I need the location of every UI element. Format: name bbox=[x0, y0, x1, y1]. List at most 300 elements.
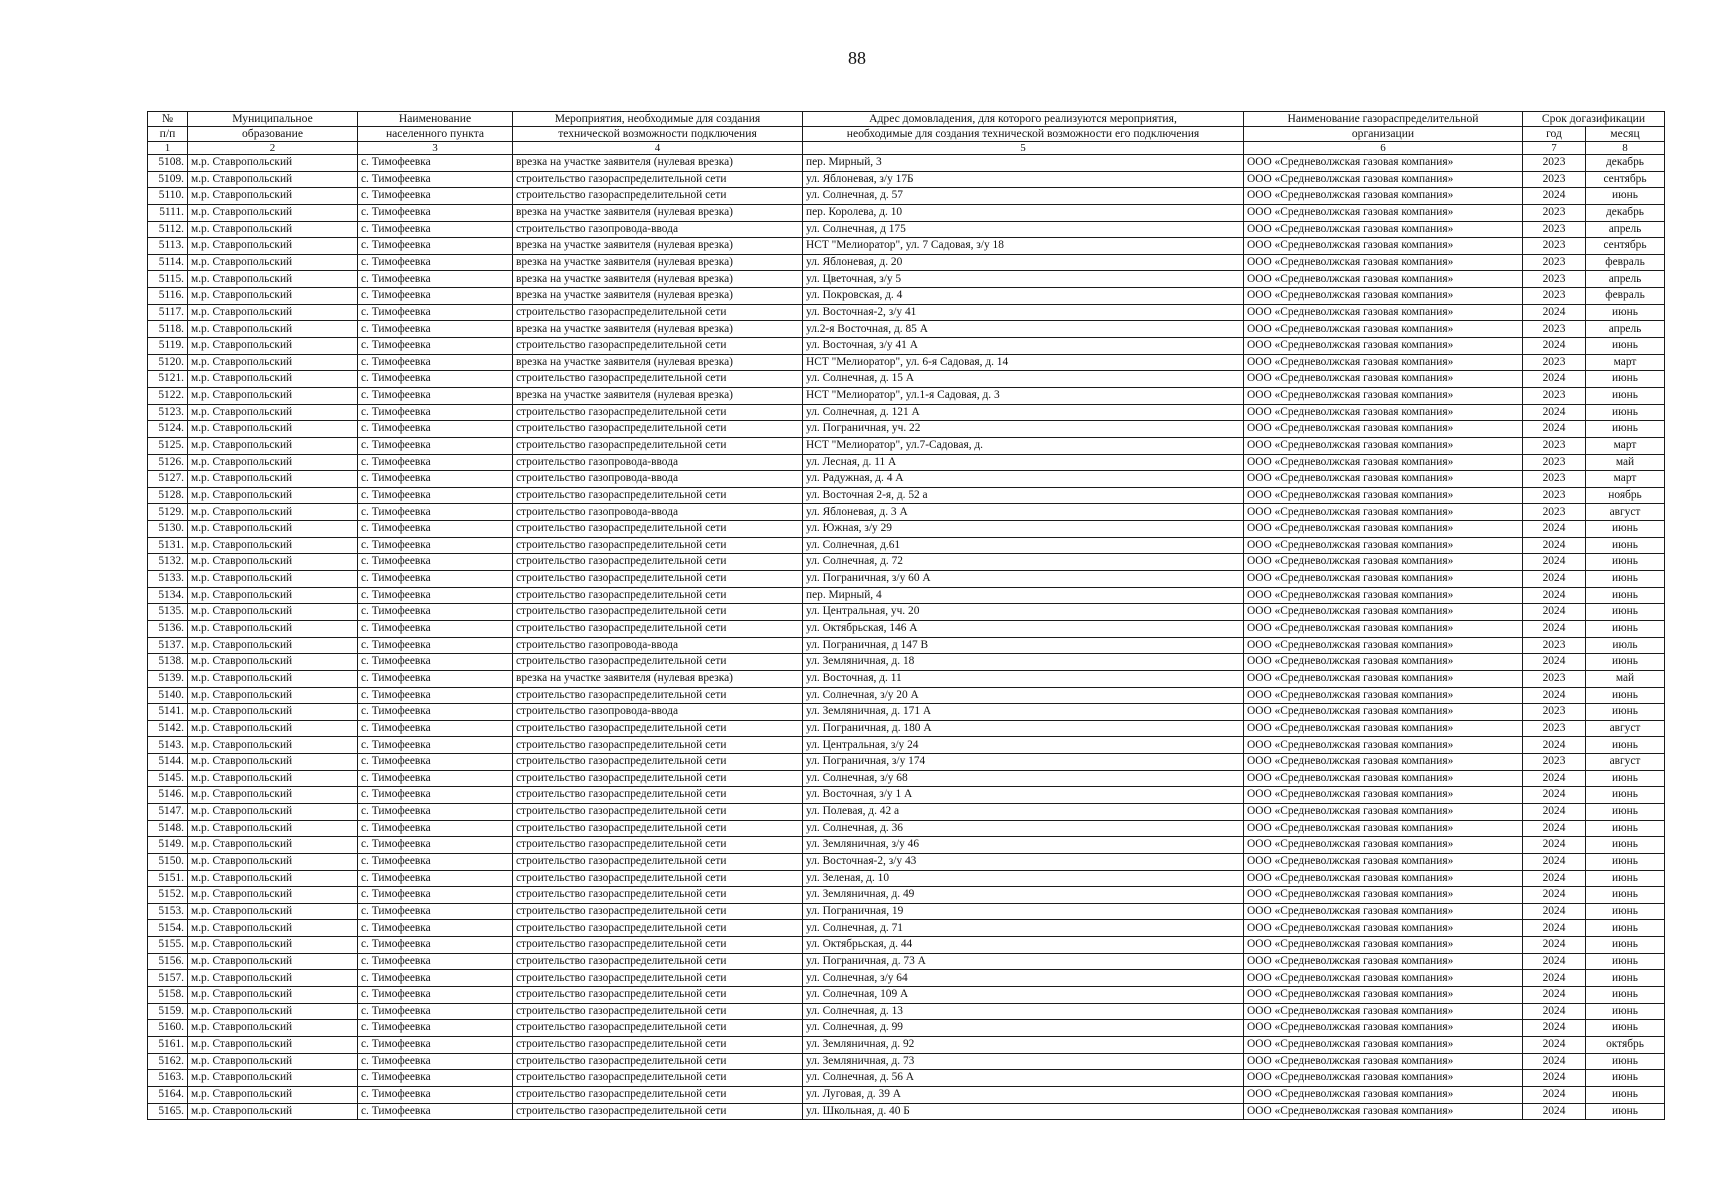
measure-cell: строительство газораспределительной сети bbox=[513, 404, 803, 421]
address-cell: ул. Восточная-2, з/у 41 bbox=[803, 304, 1244, 321]
municipality-cell: м.р. Ставропольский bbox=[188, 321, 358, 338]
address-cell: НСТ "Мелиоратор", ул. 7 Садовая, з/у 18 bbox=[803, 238, 1244, 255]
year-cell: 2024 bbox=[1523, 787, 1586, 804]
year-cell: 2023 bbox=[1523, 387, 1586, 404]
year-cell: 2024 bbox=[1523, 338, 1586, 355]
measure-cell: строительство газораспределительной сети bbox=[513, 837, 803, 854]
month-cell: июнь bbox=[1586, 188, 1665, 205]
row-number: 5119. bbox=[148, 338, 188, 355]
municipality-cell: м.р. Ставропольский bbox=[188, 587, 358, 604]
table-row bbox=[148, 903, 1665, 920]
measure-cell: строительство газораспределительной сети bbox=[513, 687, 803, 704]
address-cell: пер. Мирный, 3 bbox=[803, 155, 1244, 172]
header-measures-2: технической возможности подключения bbox=[513, 127, 803, 142]
table-row bbox=[148, 1053, 1665, 1070]
month-cell: сентябрь bbox=[1586, 238, 1665, 255]
measure-cell: строительство газораспределительной сети bbox=[513, 338, 803, 355]
row-number: 5117. bbox=[148, 304, 188, 321]
table-row bbox=[148, 487, 1665, 504]
municipality-cell: м.р. Ставропольский bbox=[188, 437, 358, 454]
municipality-cell: м.р. Ставропольский bbox=[188, 454, 358, 471]
year-cell: 2024 bbox=[1523, 1020, 1586, 1037]
month-cell: август bbox=[1586, 504, 1665, 521]
municipality-cell: м.р. Ставропольский bbox=[188, 238, 358, 255]
month-cell: июнь bbox=[1586, 903, 1665, 920]
header-organization: Наименование газораспределительной bbox=[1244, 112, 1523, 127]
row-number: 5137. bbox=[148, 637, 188, 654]
row-number: 5129. bbox=[148, 504, 188, 521]
organization-cell: ООО «Средневолжская газовая компания» bbox=[1244, 171, 1523, 188]
gasification-table bbox=[147, 111, 1665, 1120]
measure-cell: строительство газораспределительной сети bbox=[513, 188, 803, 205]
settlement-cell: с. Тимофеевка bbox=[358, 887, 513, 904]
header-municipality-2: образование bbox=[188, 127, 358, 142]
table-row bbox=[148, 737, 1665, 754]
address-cell: ул. Центральная, уч. 20 bbox=[803, 604, 1244, 621]
row-number: 5157. bbox=[148, 970, 188, 987]
month-cell: июнь bbox=[1586, 987, 1665, 1004]
month-cell: июнь bbox=[1586, 820, 1665, 837]
row-number: 5148. bbox=[148, 820, 188, 837]
settlement-cell: с. Тимофеевка bbox=[358, 1036, 513, 1053]
row-number: 5141. bbox=[148, 704, 188, 721]
month-cell: июнь bbox=[1586, 737, 1665, 754]
year-cell: 2024 bbox=[1523, 1053, 1586, 1070]
measure-cell: строительство газораспределительной сети bbox=[513, 820, 803, 837]
row-number: 5138. bbox=[148, 654, 188, 671]
month-cell: июнь bbox=[1586, 604, 1665, 621]
organization-cell: ООО «Средневолжская газовая компания» bbox=[1244, 554, 1523, 571]
year-cell: 2024 bbox=[1523, 687, 1586, 704]
organization-cell: ООО «Средневолжская газовая компания» bbox=[1244, 637, 1523, 654]
settlement-cell: с. Тимофеевка bbox=[358, 504, 513, 521]
municipality-cell: м.р. Ставропольский bbox=[188, 637, 358, 654]
page-number: 88 bbox=[848, 48, 866, 68]
organization-cell: ООО «Средневолжская газовая компания» bbox=[1244, 537, 1523, 554]
row-number: 5145. bbox=[148, 770, 188, 787]
address-cell: пер. Королева, д. 10 bbox=[803, 204, 1244, 221]
settlement-cell: с. Тимофеевка bbox=[358, 720, 513, 737]
settlement-cell: с. Тимофеевка bbox=[358, 937, 513, 954]
year-cell: 2024 bbox=[1523, 770, 1586, 787]
table-row bbox=[148, 687, 1665, 704]
address-cell: ул.2-я Восточная, д. 85 А bbox=[803, 321, 1244, 338]
measure-cell: строительство газораспределительной сети bbox=[513, 1086, 803, 1103]
header-number-2: п/п bbox=[148, 127, 188, 142]
address-cell: ул. Солнечная, д 175 bbox=[803, 221, 1244, 238]
table-row bbox=[148, 1103, 1665, 1120]
municipality-cell: м.р. Ставропольский bbox=[188, 338, 358, 355]
address-cell: ул. Пограничная, д. 180 А bbox=[803, 720, 1244, 737]
organization-cell: ООО «Средневолжская газовая компания» bbox=[1244, 371, 1523, 388]
month-cell: октябрь bbox=[1586, 1036, 1665, 1053]
municipality-cell: м.р. Ставропольский bbox=[188, 820, 358, 837]
row-number: 5161. bbox=[148, 1036, 188, 1053]
measure-cell: строительство газопровода-ввода bbox=[513, 637, 803, 654]
row-number: 5147. bbox=[148, 803, 188, 820]
measure-cell: строительство газораспределительной сети bbox=[513, 1036, 803, 1053]
month-cell: июнь bbox=[1586, 1003, 1665, 1020]
municipality-cell: м.р. Ставропольский bbox=[188, 421, 358, 438]
table-row bbox=[148, 238, 1665, 255]
month-cell: июнь bbox=[1586, 803, 1665, 820]
table-row bbox=[148, 504, 1665, 521]
settlement-cell: с. Тимофеевка bbox=[358, 471, 513, 488]
settlement-cell: с. Тимофеевка bbox=[358, 304, 513, 321]
organization-cell: ООО «Средневолжская газовая компания» bbox=[1244, 720, 1523, 737]
municipality-cell: м.р. Ставропольский bbox=[188, 387, 358, 404]
organization-cell: ООО «Средневолжская газовая компания» bbox=[1244, 288, 1523, 305]
address-cell: ул. Яблоневая, д. 20 bbox=[803, 254, 1244, 271]
address-cell: ул. Солнечная, д. 56 А bbox=[803, 1070, 1244, 1087]
address-cell: ул. Луговая, д. 39 А bbox=[803, 1086, 1244, 1103]
month-cell: июнь bbox=[1586, 338, 1665, 355]
month-cell: август bbox=[1586, 754, 1665, 771]
header-number: № bbox=[148, 112, 188, 127]
organization-cell: ООО «Средневолжская газовая компания» bbox=[1244, 903, 1523, 920]
settlement-cell: с. Тимофеевка bbox=[358, 188, 513, 205]
settlement-cell: с. Тимофеевка bbox=[358, 171, 513, 188]
organization-cell: ООО «Средневолжская газовая компания» bbox=[1244, 587, 1523, 604]
month-cell: март bbox=[1586, 354, 1665, 371]
month-cell: июнь bbox=[1586, 770, 1665, 787]
month-cell: июнь bbox=[1586, 1053, 1665, 1070]
municipality-cell: м.р. Ставропольский bbox=[188, 1036, 358, 1053]
address-cell: ул. Земляничная, з/у 46 bbox=[803, 837, 1244, 854]
measure-cell: врезка на участке заявителя (нулевая врезка) bbox=[513, 204, 803, 221]
measure-cell: строительство газораспределительной сети bbox=[513, 171, 803, 188]
column-index: 7 bbox=[1523, 142, 1586, 155]
address-cell: ул. Солнечная, д. 121 А bbox=[803, 404, 1244, 421]
table-row bbox=[148, 454, 1665, 471]
municipality-cell: м.р. Ставропольский bbox=[188, 1020, 358, 1037]
table-row bbox=[148, 937, 1665, 954]
table-row bbox=[148, 1036, 1665, 1053]
settlement-cell: с. Тимофеевка bbox=[358, 670, 513, 687]
municipality-cell: м.р. Ставропольский bbox=[188, 1103, 358, 1120]
table-row bbox=[148, 970, 1665, 987]
row-number: 5128. bbox=[148, 487, 188, 504]
month-cell: июнь bbox=[1586, 1103, 1665, 1120]
month-cell: март bbox=[1586, 437, 1665, 454]
settlement-cell: с. Тимофеевка bbox=[358, 654, 513, 671]
row-number: 5123. bbox=[148, 404, 188, 421]
organization-cell: ООО «Средневолжская газовая компания» bbox=[1244, 704, 1523, 721]
month-cell: июнь bbox=[1586, 704, 1665, 721]
organization-cell: ООО «Средневолжская газовая компания» bbox=[1244, 204, 1523, 221]
month-cell: август bbox=[1586, 720, 1665, 737]
measure-cell: строительство газораспределительной сети bbox=[513, 870, 803, 887]
address-cell: ул. Солнечная, д.61 bbox=[803, 537, 1244, 554]
year-cell: 2023 bbox=[1523, 670, 1586, 687]
settlement-cell: с. Тимофеевка bbox=[358, 221, 513, 238]
month-cell: июнь bbox=[1586, 937, 1665, 954]
month-cell: июнь bbox=[1586, 620, 1665, 637]
organization-cell: ООО «Средневолжская газовая компания» bbox=[1244, 437, 1523, 454]
measure-cell: строительство газораспределительной сети bbox=[513, 920, 803, 937]
settlement-cell: с. Тимофеевка bbox=[358, 1103, 513, 1120]
table-row bbox=[148, 371, 1665, 388]
month-cell: июль bbox=[1586, 637, 1665, 654]
municipality-cell: м.р. Ставропольский bbox=[188, 571, 358, 588]
address-cell: ул. Восточная-2, з/у 43 bbox=[803, 853, 1244, 870]
address-cell: НСТ "Мелиоратор", ул.1-я Садовая, д. 3 bbox=[803, 387, 1244, 404]
measure-cell: строительство газораспределительной сети bbox=[513, 953, 803, 970]
address-cell: ул. Восточная, д. 11 bbox=[803, 670, 1244, 687]
address-cell: ул. Школьная, д. 40 Б bbox=[803, 1103, 1244, 1120]
municipality-cell: м.р. Ставропольский bbox=[188, 604, 358, 621]
table-row bbox=[148, 1020, 1665, 1037]
month-cell: июнь bbox=[1586, 404, 1665, 421]
measure-cell: строительство газораспределительной сети bbox=[513, 737, 803, 754]
year-cell: 2024 bbox=[1523, 1003, 1586, 1020]
header-organization-2: организации bbox=[1244, 127, 1523, 142]
address-cell: ул. Солнечная, д. 15 А bbox=[803, 371, 1244, 388]
organization-cell: ООО «Средневолжская газовая компания» bbox=[1244, 454, 1523, 471]
row-number: 5165. bbox=[148, 1103, 188, 1120]
month-cell: июнь bbox=[1586, 537, 1665, 554]
table-row bbox=[148, 571, 1665, 588]
organization-cell: ООО «Средневолжская газовая компания» bbox=[1244, 421, 1523, 438]
column-index: 8 bbox=[1586, 142, 1665, 155]
address-cell: ул. Солнечная, д. 36 bbox=[803, 820, 1244, 837]
year-cell: 2024 bbox=[1523, 920, 1586, 937]
measure-cell: строительство газораспределительной сети bbox=[513, 720, 803, 737]
settlement-cell: с. Тимофеевка bbox=[358, 554, 513, 571]
address-cell: ул. Земляничная, д. 73 bbox=[803, 1053, 1244, 1070]
address-cell: ул. Яблоневая, з/у 17Б bbox=[803, 171, 1244, 188]
year-cell: 2024 bbox=[1523, 554, 1586, 571]
row-number: 5108. bbox=[148, 155, 188, 172]
municipality-cell: м.р. Ставропольский bbox=[188, 953, 358, 970]
table-row bbox=[148, 837, 1665, 854]
measure-cell: строительство газораспределительной сети bbox=[513, 304, 803, 321]
row-number: 5116. bbox=[148, 288, 188, 305]
settlement-cell: с. Тимофеевка bbox=[358, 338, 513, 355]
address-cell: ул. Пограничная, уч. 22 bbox=[803, 421, 1244, 438]
municipality-cell: м.р. Ставропольский bbox=[188, 937, 358, 954]
month-cell: сентябрь bbox=[1586, 171, 1665, 188]
month-cell: июнь bbox=[1586, 1020, 1665, 1037]
table-row bbox=[148, 221, 1665, 238]
address-cell: ул. Октябрьская, д. 44 bbox=[803, 937, 1244, 954]
organization-cell: ООО «Средневолжская газовая компания» bbox=[1244, 238, 1523, 255]
table-row bbox=[148, 870, 1665, 887]
year-cell: 2023 bbox=[1523, 637, 1586, 654]
address-cell: ул. Восточная, з/у 41 А bbox=[803, 338, 1244, 355]
month-cell: июнь bbox=[1586, 920, 1665, 937]
organization-cell: ООО «Средневолжская газовая компания» bbox=[1244, 487, 1523, 504]
organization-cell: ООО «Средневолжская газовая компания» bbox=[1244, 654, 1523, 671]
municipality-cell: м.р. Ставропольский bbox=[188, 171, 358, 188]
table-row bbox=[148, 1003, 1665, 1020]
table-row bbox=[148, 304, 1665, 321]
settlement-cell: с. Тимофеевка bbox=[358, 820, 513, 837]
municipality-cell: м.р. Ставропольский bbox=[188, 803, 358, 820]
row-number: 5154. bbox=[148, 920, 188, 937]
table-row bbox=[148, 1070, 1665, 1087]
row-number: 5160. bbox=[148, 1020, 188, 1037]
year-cell: 2024 bbox=[1523, 1036, 1586, 1053]
year-cell: 2023 bbox=[1523, 171, 1586, 188]
month-cell: июнь bbox=[1586, 1086, 1665, 1103]
address-cell: ул. Пограничная, д. 73 А bbox=[803, 953, 1244, 970]
address-cell: ул. Солнечная, з/у 64 bbox=[803, 970, 1244, 987]
municipality-cell: м.р. Ставропольский bbox=[188, 670, 358, 687]
organization-cell: ООО «Средневолжская газовая компания» bbox=[1244, 521, 1523, 538]
measure-cell: строительство газораспределительной сети bbox=[513, 421, 803, 438]
measure-cell: строительство газораспределительной сети bbox=[513, 587, 803, 604]
month-cell: июнь bbox=[1586, 887, 1665, 904]
table-row bbox=[148, 321, 1665, 338]
address-cell: ул. Яблоневая, д. 3 А bbox=[803, 504, 1244, 521]
settlement-cell: с. Тимофеевка bbox=[358, 204, 513, 221]
year-cell: 2024 bbox=[1523, 887, 1586, 904]
settlement-cell: с. Тимофеевка bbox=[358, 1003, 513, 1020]
year-cell: 2024 bbox=[1523, 571, 1586, 588]
settlement-cell: с. Тимофеевка bbox=[358, 620, 513, 637]
table-row bbox=[148, 754, 1665, 771]
address-cell: ул. Пограничная, 19 bbox=[803, 903, 1244, 920]
municipality-cell: м.р. Ставропольский bbox=[188, 155, 358, 172]
row-number: 5143. bbox=[148, 737, 188, 754]
measure-cell: врезка на участке заявителя (нулевая врезка) bbox=[513, 670, 803, 687]
measure-cell: строительство газораспределительной сети bbox=[513, 604, 803, 621]
organization-cell: ООО «Средневолжская газовая компания» bbox=[1244, 687, 1523, 704]
municipality-cell: м.р. Ставропольский bbox=[188, 204, 358, 221]
row-number: 5159. bbox=[148, 1003, 188, 1020]
organization-cell: ООО «Средневолжская газовая компания» bbox=[1244, 471, 1523, 488]
month-cell: июнь bbox=[1586, 870, 1665, 887]
organization-cell: ООО «Средневолжская газовая компания» bbox=[1244, 604, 1523, 621]
row-number: 5112. bbox=[148, 221, 188, 238]
table-row bbox=[148, 620, 1665, 637]
settlement-cell: с. Тимофеевка bbox=[358, 587, 513, 604]
municipality-cell: м.р. Ставропольский bbox=[188, 288, 358, 305]
row-number: 5139. bbox=[148, 670, 188, 687]
settlement-cell: с. Тимофеевка bbox=[358, 521, 513, 538]
settlement-cell: с. Тимофеевка bbox=[358, 987, 513, 1004]
month-cell: июнь bbox=[1586, 687, 1665, 704]
year-cell: 2023 bbox=[1523, 437, 1586, 454]
measure-cell: строительство газопровода-ввода bbox=[513, 504, 803, 521]
month-cell: апрель bbox=[1586, 271, 1665, 288]
organization-cell: ООО «Средневолжская газовая компания» bbox=[1244, 620, 1523, 637]
municipality-cell: м.р. Ставропольский bbox=[188, 720, 358, 737]
row-number: 5126. bbox=[148, 454, 188, 471]
measure-cell: врезка на участке заявителя (нулевая врезка) bbox=[513, 155, 803, 172]
settlement-cell: с. Тимофеевка bbox=[358, 770, 513, 787]
municipality-cell: м.р. Ставропольский bbox=[188, 853, 358, 870]
year-cell: 2023 bbox=[1523, 204, 1586, 221]
row-number: 5163. bbox=[148, 1070, 188, 1087]
address-cell: ул. Полевая, д. 42 а bbox=[803, 803, 1244, 820]
row-number: 5118. bbox=[148, 321, 188, 338]
settlement-cell: с. Тимофеевка bbox=[358, 1086, 513, 1103]
municipality-cell: м.р. Ставропольский bbox=[188, 837, 358, 854]
month-cell: апрель bbox=[1586, 321, 1665, 338]
month-cell: июнь bbox=[1586, 787, 1665, 804]
address-cell: ул. Земляничная, д. 49 bbox=[803, 887, 1244, 904]
table-row bbox=[148, 887, 1665, 904]
address-cell: ул. Восточная, з/у 1 А bbox=[803, 787, 1244, 804]
table-row bbox=[148, 155, 1665, 172]
row-number: 5111. bbox=[148, 204, 188, 221]
year-cell: 2024 bbox=[1523, 521, 1586, 538]
year-cell: 2024 bbox=[1523, 853, 1586, 870]
table-row bbox=[148, 787, 1665, 804]
organization-cell: ООО «Средневолжская газовая компания» bbox=[1244, 1003, 1523, 1020]
settlement-cell: с. Тимофеевка bbox=[358, 371, 513, 388]
year-cell: 2023 bbox=[1523, 354, 1586, 371]
column-index-row bbox=[148, 142, 1665, 155]
address-cell: ул. Октябрьская, 146 А bbox=[803, 620, 1244, 637]
table-row bbox=[148, 437, 1665, 454]
measure-cell: строительство газораспределительной сети bbox=[513, 1020, 803, 1037]
month-cell: июнь bbox=[1586, 953, 1665, 970]
organization-cell: ООО «Средневолжская газовая компания» bbox=[1244, 188, 1523, 205]
organization-cell: ООО «Средневолжская газовая компания» bbox=[1244, 887, 1523, 904]
row-number: 5164. bbox=[148, 1086, 188, 1103]
settlement-cell: с. Тимофеевка bbox=[358, 787, 513, 804]
table-body bbox=[148, 155, 1665, 1120]
row-number: 5156. bbox=[148, 953, 188, 970]
year-cell: 2024 bbox=[1523, 970, 1586, 987]
row-number: 5144. bbox=[148, 754, 188, 771]
measure-cell: строительство газораспределительной сети bbox=[513, 887, 803, 904]
measure-cell: строительство газораспределительной сети bbox=[513, 1070, 803, 1087]
header-deadline: Срок догазификации bbox=[1523, 112, 1665, 127]
measure-cell: строительство газораспределительной сети bbox=[513, 987, 803, 1004]
year-cell: 2023 bbox=[1523, 471, 1586, 488]
measure-cell: строительство газораспределительной сети bbox=[513, 1053, 803, 1070]
organization-cell: ООО «Средневолжская газовая компания» bbox=[1244, 853, 1523, 870]
row-number: 5120. bbox=[148, 354, 188, 371]
measure-cell: строительство газораспределительной сети bbox=[513, 554, 803, 571]
settlement-cell: с. Тимофеевка bbox=[358, 288, 513, 305]
municipality-cell: м.р. Ставропольский bbox=[188, 521, 358, 538]
year-cell: 2023 bbox=[1523, 321, 1586, 338]
measure-cell: врезка на участке заявителя (нулевая врезка) bbox=[513, 271, 803, 288]
row-number: 5124. bbox=[148, 421, 188, 438]
organization-cell: ООО «Средневолжская газовая компания» bbox=[1244, 837, 1523, 854]
settlement-cell: с. Тимофеевка bbox=[358, 953, 513, 970]
settlement-cell: с. Тимофеевка bbox=[358, 870, 513, 887]
year-cell: 2024 bbox=[1523, 1086, 1586, 1103]
row-number: 5149. bbox=[148, 837, 188, 854]
month-cell: июнь bbox=[1586, 371, 1665, 388]
table-row bbox=[148, 204, 1665, 221]
row-number: 5135. bbox=[148, 604, 188, 621]
address-cell: ул. Цветочная, з/у 5 bbox=[803, 271, 1244, 288]
year-cell: 2023 bbox=[1523, 155, 1586, 172]
year-cell: 2023 bbox=[1523, 454, 1586, 471]
organization-cell: ООО «Средневолжская газовая компания» bbox=[1244, 953, 1523, 970]
year-cell: 2024 bbox=[1523, 837, 1586, 854]
organization-cell: ООО «Средневолжская газовая компания» bbox=[1244, 338, 1523, 355]
year-cell: 2024 bbox=[1523, 371, 1586, 388]
settlement-cell: с. Тимофеевка bbox=[358, 271, 513, 288]
settlement-cell: с. Тимофеевка bbox=[358, 387, 513, 404]
municipality-cell: м.р. Ставропольский bbox=[188, 304, 358, 321]
year-cell: 2023 bbox=[1523, 254, 1586, 271]
organization-cell: ООО «Средневолжская газовая компания» bbox=[1244, 304, 1523, 321]
column-index: 6 bbox=[1244, 142, 1523, 155]
row-number: 5155. bbox=[148, 937, 188, 954]
year-cell: 2024 bbox=[1523, 987, 1586, 1004]
month-cell: февраль bbox=[1586, 288, 1665, 305]
settlement-cell: с. Тимофеевка bbox=[358, 803, 513, 820]
